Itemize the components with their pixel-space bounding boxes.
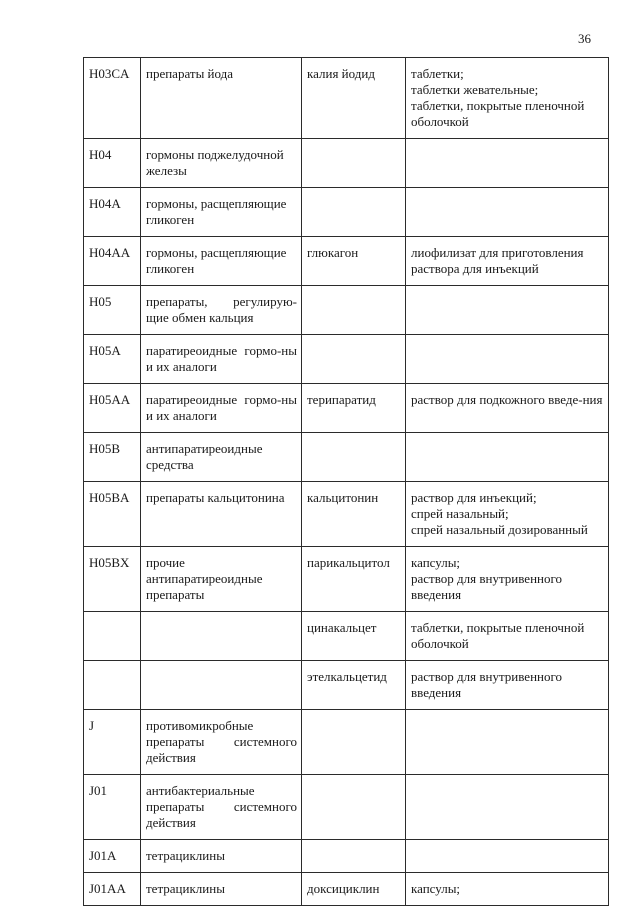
dosage-form-cell (406, 237, 609, 286)
table-row (84, 840, 609, 873)
atc-code-cell (84, 188, 141, 237)
cell-text: препараты, регулирую-щие обмен кальция (146, 294, 297, 325)
drug-name-cell (302, 547, 406, 612)
atc-code-cell (84, 139, 141, 188)
group-name-cell (141, 58, 302, 139)
table-row (84, 58, 609, 139)
atc-code-cell (84, 237, 141, 286)
dosage-form-cell (406, 335, 609, 384)
cell-text: таблетки, покрытые пленочной оболочкой (411, 620, 585, 651)
cell-text: раствор для внутривенного введения (411, 669, 562, 700)
atc-code-cell (84, 482, 141, 547)
cell-text: раствор для внутривенного введения (411, 571, 562, 602)
cell-text: J01 (89, 783, 108, 798)
cell-text: капсулы; (411, 555, 461, 570)
cell-text: H05BA (89, 490, 130, 505)
table-row (84, 335, 609, 384)
dosage-form-cell (406, 58, 609, 139)
cell-text: препараты кальцитонина (146, 490, 285, 505)
drug-name-cell (302, 661, 406, 710)
atc-code-cell (84, 433, 141, 482)
group-name-cell (141, 840, 302, 873)
drug-name-cell (302, 775, 406, 840)
dosage-form-cell (406, 775, 609, 840)
dosage-form-cell (406, 188, 609, 237)
atc-code-cell (84, 873, 141, 906)
dosage-form-cell (406, 710, 609, 775)
table-row (84, 237, 609, 286)
table-row (84, 139, 609, 188)
group-name-cell (141, 482, 302, 547)
group-name-cell (141, 237, 302, 286)
cell-text: антипаратиреоидные средства (146, 441, 263, 472)
cell-text: J01AA (89, 881, 126, 896)
table-row (84, 384, 609, 433)
table-row (84, 775, 609, 840)
atc-code-cell (84, 661, 141, 710)
cell-text: H05B (89, 441, 121, 456)
table-row (84, 547, 609, 612)
table-row (84, 661, 609, 710)
cell-text: H05 (89, 294, 112, 309)
group-name-cell (141, 775, 302, 840)
cell-text: парикальцитол (307, 555, 390, 570)
cell-text: тетрациклины (146, 848, 225, 863)
drug-name-cell (302, 433, 406, 482)
group-name-cell (141, 188, 302, 237)
atc-code-cell (84, 710, 141, 775)
cell-text: J01A (89, 848, 117, 863)
cell-text: этелкальцетид (307, 669, 387, 684)
page-number: 36 (578, 31, 591, 46)
table-row (84, 873, 609, 906)
dosage-form-cell (406, 286, 609, 335)
table-row (84, 482, 609, 547)
cell-text: таблетки, покрытые пленочной оболочкой (411, 98, 585, 129)
dosage-form-cell (406, 873, 609, 906)
group-name-cell (141, 661, 302, 710)
cell-text: спрей назальный; (411, 506, 509, 521)
cell-text: тетрациклины (146, 881, 225, 896)
cell-text: J (89, 718, 95, 733)
cell-text: капсулы; (411, 881, 461, 896)
cell-text: калия йодид (307, 66, 375, 81)
cell-text: H05BX (89, 555, 130, 570)
cell-text: H05A (89, 343, 121, 358)
table-row (84, 710, 609, 775)
cell-text: H03CA (89, 66, 130, 81)
cell-text: раствор для инъекций; (411, 490, 537, 505)
group-name-cell (141, 286, 302, 335)
dosage-form-cell (406, 661, 609, 710)
cell-text: таблетки; (411, 66, 464, 81)
drug-name-cell (302, 188, 406, 237)
group-name-cell (141, 335, 302, 384)
cell-text: раствор для подкожного введе-ния (411, 392, 603, 407)
cell-text: паратиреоидные гормо-ны и их аналоги (146, 343, 297, 374)
cell-text: H04AA (89, 245, 131, 260)
cell-text: кальцитонин (307, 490, 379, 505)
group-name-cell (141, 873, 302, 906)
cell-text: цинакальцет (307, 620, 377, 635)
dosage-form-cell (406, 840, 609, 873)
table-row (84, 612, 609, 661)
atc-code-cell (84, 612, 141, 661)
drug-name-cell (302, 612, 406, 661)
drug-name-cell (302, 58, 406, 139)
dosage-form-cell (406, 482, 609, 547)
cell-text: гормоны, расщепляющие гликоген (146, 245, 287, 276)
drug-name-cell (302, 237, 406, 286)
drug-name-cell (302, 482, 406, 547)
cell-text: антибактериальные препараты системного действия (146, 783, 297, 830)
atc-code-cell (84, 58, 141, 139)
drug-name-cell (302, 286, 406, 335)
cell-text: глюкагон (307, 245, 359, 260)
cell-text: H05AA (89, 392, 131, 407)
atc-code-cell (84, 384, 141, 433)
cell-text: доксициклин (307, 881, 380, 896)
dosage-form-cell (406, 139, 609, 188)
dosage-form-cell (406, 547, 609, 612)
dosage-form-cell (406, 384, 609, 433)
atc-code-cell (84, 286, 141, 335)
group-name-cell (141, 433, 302, 482)
drug-classification-table (83, 57, 609, 906)
cell-text: лиофилизат для приготовления раствора для инъекций (411, 245, 584, 276)
dosage-form-cell (406, 433, 609, 482)
cell-text: терипаратид (307, 392, 376, 407)
cell-text: H04 (89, 147, 112, 162)
cell-text: противомикробные препараты системного действия (146, 718, 297, 765)
drug-name-cell (302, 335, 406, 384)
cell-text: прочие антипаратиреоидные препараты (146, 555, 263, 602)
cell-text: гормоны, расщепляющие гликоген (146, 196, 287, 227)
group-name-cell (141, 139, 302, 188)
drug-name-cell (302, 384, 406, 433)
table-row (84, 188, 609, 237)
group-name-cell (141, 384, 302, 433)
atc-code-cell (84, 547, 141, 612)
drug-name-cell (302, 840, 406, 873)
cell-text: таблетки жевательные; (411, 82, 539, 97)
group-name-cell (141, 547, 302, 612)
cell-text: спрей назальный дозированный (411, 522, 588, 537)
cell-text: препараты йода (146, 66, 234, 81)
atc-code-cell (84, 840, 141, 873)
drug-name-cell (302, 873, 406, 906)
cell-text: гормоны поджелудочной железы (146, 147, 284, 178)
drug-name-cell (302, 139, 406, 188)
atc-code-cell (84, 775, 141, 840)
table-row (84, 433, 609, 482)
dosage-form-cell (406, 612, 609, 661)
cell-text: H04A (89, 196, 121, 211)
cell-text: паратиреоидные гормо-ны и их аналоги (146, 392, 297, 423)
atc-code-cell (84, 335, 141, 384)
table-row (84, 286, 609, 335)
drug-name-cell (302, 710, 406, 775)
group-name-cell (141, 710, 302, 775)
table-body (84, 58, 609, 906)
group-name-cell (141, 612, 302, 661)
